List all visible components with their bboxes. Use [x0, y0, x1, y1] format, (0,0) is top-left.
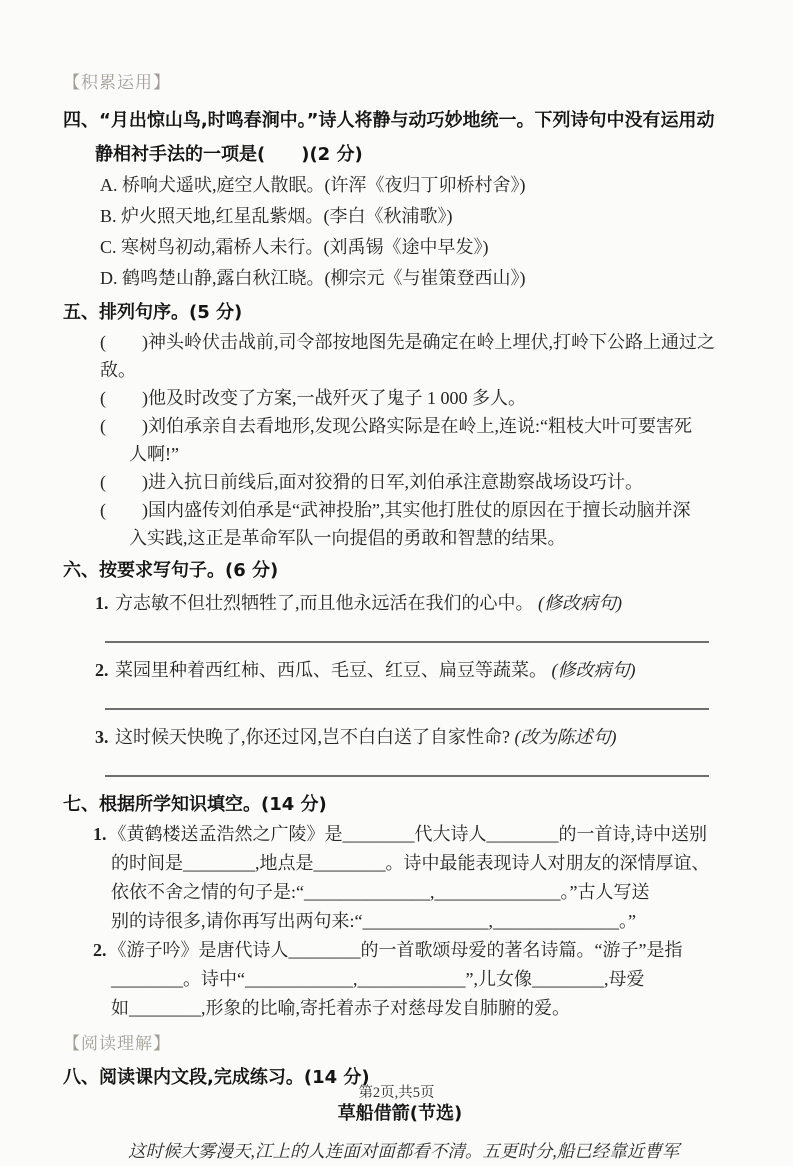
q5-line-5: ( )国内盛传刘伯承是“武神投胎”,其实他打胜仗的原因在于擅长动脑并深 — [100, 500, 691, 520]
section-label-reading: 【阅读理解】 — [63, 1034, 171, 1054]
q7-item-1-line-2: 的时间是________,地点是________。诗中最能表现诗人对朋友的深情厚谊、 — [111, 853, 710, 873]
q7-item-1-line-4: 别的诗很多,请你再写出两句来:“______________,______________。” — [111, 911, 636, 931]
q5-line-1: ( )神头岭伏击战前,司令部按地图先是确定在岭上埋伏,打岭下公路上通过之敌。 — [100, 332, 715, 380]
q7-item-1-line-3: 依依不舍之情的句子是:“______________,______________。”古人写送 — [111, 882, 650, 902]
q6-item-1-text: 方志敏不但壮烈牺牲了,而且他永远活在我们的心中。 — [115, 593, 534, 613]
question-6 — [63, 556, 737, 777]
question-8 — [63, 1063, 737, 1166]
q6-item-3-number: 3. — [95, 727, 109, 747]
page-footer: 第2页,共5页 — [358, 1085, 435, 1101]
question-5 — [63, 298, 737, 552]
q7-item-2-number: 2. — [93, 940, 107, 960]
q6-item-1-number: 1. — [95, 593, 109, 613]
q6-answer-line-2 — [105, 708, 709, 710]
q6-item-2-text: 菜园里种着西红柿、西瓜、毛豆、红豆、扁豆等蔬菜。 — [115, 660, 547, 680]
q7-item-1-number: 1. — [93, 824, 107, 844]
q4-option-c: C. 寒树鸟初动,霜桥人未行。(刘禹锡《途中早发》) — [100, 237, 489, 257]
q7-header: 七、根据所学知识填空。(14 分) — [63, 794, 327, 815]
q5-line-3: ( )刘伯承亲自去看地形,发现公路实际是在岭上,连说:“粗枝大叶可要害死 — [100, 416, 692, 436]
q6-item-3-note: (改为陈述句) — [514, 727, 617, 747]
q7-item-2-line-2: ________。诗中“____________,____________”,儿女像________,母爱 — [111, 969, 645, 989]
section-label-accumulate: 【积累运用】 — [63, 73, 171, 93]
q4-option-b: B. 炉火照天地,红星乱紫烟。(李白《秋浦歌》) — [100, 206, 453, 226]
question-4 — [63, 106, 737, 294]
passage-paragraph: 这时候大雾漫天,江上的人连面对面都看不清。五更时分,船已经靠近曹军 — [128, 1141, 680, 1161]
q5-line-5-cont: 入实践,这正是革命军队一向提倡的勇敢和智慧的结果。 — [129, 528, 566, 548]
q6-item-1 — [63, 589, 737, 618]
q5-line-4: ( )进入抗日前线后,面对狡猾的日军,刘伯承注意勘察战场设巧计。 — [100, 472, 643, 492]
q7-item-1-line-1-text: 《黄鹤楼送孟浩然之广陵》是________代大诗人________的一首诗,诗中送别 — [108, 824, 707, 844]
q4-option-a: A. 桥响犬遥吠,庭空人散眠。(许浑《夜归丁卯桥村舍》) — [100, 175, 526, 195]
q7-item-2-line-1-text: 《游子吟》是唐代诗人________的一首歌颂母爱的著名诗篇。“游子”是指 — [108, 940, 683, 960]
q5-line-3-cont: 人啊!” — [129, 444, 179, 464]
q6-answer-line-1 — [105, 641, 709, 643]
q6-item-2-note: (修改病句) — [551, 660, 636, 680]
q4-stem-line-1: 四、“月出惊山鸟,时鸣春涧中。”诗人将静与动巧妙地统一。下列诗句中没有运用动 — [63, 110, 715, 131]
q7-item-2-line-3: 如________,形象的比喻,寄托着赤子对慈母发自肺腑的爱。 — [111, 998, 570, 1018]
q8-header: 八、阅读课内文段,完成练习。(14 分) — [63, 1067, 370, 1088]
q7-item-2-line-1 — [63, 936, 737, 965]
q6-header: 六、按要求写句子。(6 分) — [63, 560, 279, 581]
q7-item-1-line-1 — [63, 820, 737, 849]
q6-item-2 — [63, 656, 737, 685]
q6-item-2-number: 2. — [95, 660, 109, 680]
q6-item-1-note: (修改病句) — [538, 593, 622, 613]
q5-header: 五、排列句序。(5 分) — [63, 302, 243, 323]
passage-title: 草船借箭(节选) — [337, 1103, 463, 1124]
q5-line-2: ( )他及时改变了方案,一战歼灭了鬼子 1 000 多人。 — [100, 388, 526, 408]
q6-item-3 — [63, 723, 737, 752]
q6-answer-line-3 — [105, 775, 709, 777]
q4-option-d: D. 鹤鸣楚山静,露白秋江晓。(柳宗元《与崔策登西山》) — [100, 268, 526, 288]
q4-stem-line-2: 静相衬手法的一项是( )(2 分) — [95, 144, 363, 165]
q6-item-3-text: 这时候天快晚了,你还过冈,岂不白白送了自家性命? — [115, 727, 510, 747]
question-7 — [63, 790, 737, 1023]
